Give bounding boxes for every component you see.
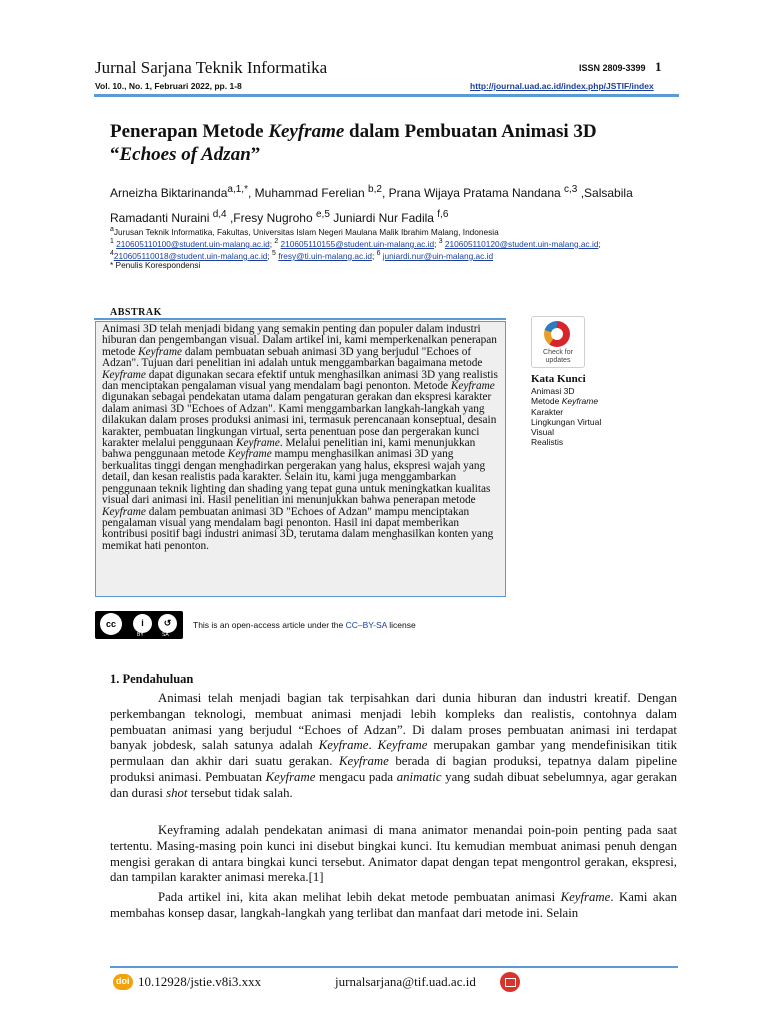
mail-icon xyxy=(500,972,520,992)
doi-link[interactable]: 10.12928/jstie.v8i3.xxx xyxy=(138,974,262,989)
keyword: Metode Keyframe xyxy=(531,396,599,407)
abstract-box: Animasi 3D telah menjadi bidang yang semakin penting dan populer dalam industri hiburan dan pengembangan visual. Dalam artikel ini, kami memperkenalkan penerapan metode Keyframe dalam pembuatan sebuah animasi 3D yang berjudul "Echoes of Adzan". Tujuan dari penelitian ini adalah untuk menggambarkan bagaimana metode Keyframe dapat digunakan secara efektif untuk menghasilkan animasi 3D yang realistis dan menciptakan pengalaman visual yang mendalam bagi penonton. Metode Keyframe digunakan sebagai pendekatan utama dalam pengaturan gerakan dan ekspresi karakter dalam animasi 3D "Echoes of Adzan". Kami menggambarkan langkah-langkah yang dilakukan dalam proses produksi animasi ini, termasuk perencanaan konseptual, desain karakter, pembuatan lingkungan virtual, serta penentuan pose dan pergerakan kunci karakter melalui penggunaan Keyframe. Melalui penelitian ini, kami menunjukkan bahwa penggunaan metode Keyframe mampu menghasilkan animasi 3D yang berkualitas tinggi dengan menghadirkan pergerakan yang halus, ekspresi wajah yang detail, dan kesan realistis pada karakter. Selain itu, kami juga menggambarkan penggunaan teknik lighting dan shading yang tepat guna untuk meningkatkan kualitas visual dari animasi ini. Hasil penelitian ini menunjukkan bahwa penerapan metode Keyframe dalam pembuatan animasi 3D "Echoes of Adzan" mampu menciptakan pengalaman visual yang mendalam bagi penonton. Hasil ini dapat memberikan kontribusi positif bagi industri animasi 3D, terutama dalam menghasilkan konten yang memikat hati penonton. xyxy=(95,321,506,597)
issn: ISSN 2809-3399 xyxy=(579,63,646,73)
keyword: Karakter xyxy=(531,406,564,417)
creative-commons-icon: cc xyxy=(100,613,122,635)
journal-email[interactable]: jurnalsarjana@tif.uad.ac.id xyxy=(335,974,476,989)
abstract-heading: ABSTRAK xyxy=(110,307,162,318)
check-for-updates-button[interactable]: Check for updates xyxy=(531,316,585,368)
attribution-icon: i xyxy=(133,614,152,633)
affiliation-block: $^a$Jurusan Teknik Informatika, Fakultas, Universitas Islam Negeri Maulana Malik Ibrahim Malang, Indonesia $^1$ 210605110100@student.uin-malang.ac.id; $^2$ 210605110155@student.uin-malang.ac.id; $^3$ 210605110120@student.uin-malang.ac.id; $^4$210605110018@student.uin-malang.ac.id; $^5$ fresy@ti.uin-malang.ac.id; $^6$ juniardi.nur@uin-malang.ac.id * Penulis Korespondensi xyxy=(110,226,601,270)
journal-name: Jurnal Sarjana Teknik Informatika xyxy=(95,58,328,77)
abstract-divider xyxy=(94,318,506,320)
license-text: This is an open-access article under the CC–BY-SA license xyxy=(193,620,416,630)
corresponding-note: * Penulis Korespondensi xyxy=(110,259,201,270)
doi-icon: doi xyxy=(113,974,133,990)
keywords-heading: Kata Kunci xyxy=(531,373,586,385)
article-title: Penerapan Metode Keyframe dalam Pembuatan Animasi 3D “Echoes of Adzan” xyxy=(110,121,597,165)
paragraph: Pada artikel ini, kita akan melihat lebih dekat metode pembuatan animasi Keyframe. Kami akan membahas konsep dasar, langkah-langkah yang terlibat dan manfaat dari metode ini. Selain xyxy=(110,890,677,920)
volume-line: Vol. 10., No. 1, Februari 2022, pp. 1-8 xyxy=(95,81,242,91)
share-alike-icon: ↺ xyxy=(158,614,177,633)
license-link[interactable]: CC–BY-SA xyxy=(345,620,387,630)
author-list: Arneizha Biktarinanda$^{a,1,*}$, Muhammad Ferelian $^{b,2}$, Prana Wijaya Pratama Nandana $^{c,3}$ ,Salsabila Ramadanti Nuraini $^{d,4}$ ,Fresy Nugroho $^{e,5}$ Juniardi Nur Fadila $^{f,6}$ xyxy=(110,184,633,225)
keyword: Lingkungan Virtual xyxy=(531,416,602,427)
email-link[interactable]: 210605110018@student.uin-malang.ac.id xyxy=(113,250,268,261)
email-link[interactable]: 210605110120@student.uin-malang.ac.id xyxy=(444,238,599,249)
header-divider xyxy=(94,94,679,97)
email-link[interactable]: 210605110100@student.uin-malang.ac.id xyxy=(116,238,270,249)
paragraph: Keyframing adalah pendekatan animasi di mana animator menandai poin-poin penting pada saat tertentu. Masing-masing poin kunci ini disebut bingkai kunci. Itu kemudian membuat animasi penuh dengan mengisi gerakan di antara bingkai kunci tersebut. Animator dapat dengan tepat mengontrol gerakan, ekspresi, dan tampilan karakter animasi mereka.[1] xyxy=(110,823,677,885)
keyword: Realistis xyxy=(531,437,564,448)
section-heading: 1. Pendahuluan xyxy=(110,672,194,686)
paragraph: Animasi telah menjadi bagian tak terpisahkan dari dunia hiburan dan industri kreatif. Dengan perkembangan teknologi, membuat animasi menjadi lebih kompleks dan realistis, contohnya dalam pembuatan animasi yang berjudul “Echoes of Adzan”. Di dalam proses pembuatan animasi ini terdapat banyak jobdesk, salah satunya adalah Keyframe. Keyframe merupakan gambar yang mendefinisikan titik permulaan dan akhir dari suatu gerakan. Keyframe berada di bagian produksi, tepatnya dalam pipeline produksi animasi. Pembuatan Keyframe mengacu pada animatic yang sudah dibuat sebelumnya, agar gerakan dan durasi shot tersebut tidak salah. xyxy=(110,691,678,800)
keyword: Visual xyxy=(531,427,554,438)
footer-divider xyxy=(110,966,678,968)
journal-url-link[interactable]: http://journal.uad.ac.id/index.php/JSTIF/index xyxy=(470,81,654,91)
email-link[interactable]: fresy@ti.uin-malang.ac.id xyxy=(278,250,372,261)
keywords-list xyxy=(531,386,601,448)
bookmark-icon xyxy=(544,321,570,347)
email-link[interactable]: 210605110155@student.uin-malang.ac.id xyxy=(280,238,435,249)
keyword: Animasi 3D xyxy=(531,386,575,396)
page-number: 1 xyxy=(655,59,662,74)
cc-by-sa-badge[interactable]: cc i ↺ BY SA xyxy=(95,611,183,639)
email-link[interactable]: juniardi.nur@uin-malang.ac.id xyxy=(382,250,494,261)
